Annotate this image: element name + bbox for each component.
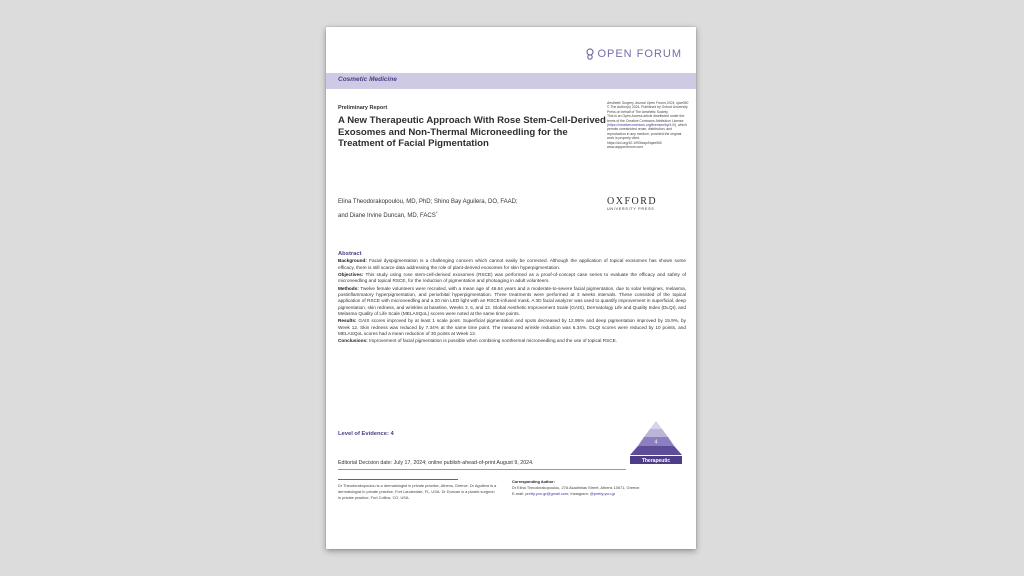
journal-reference: Aesthetic Surgery Journal Open Forum 2024, ojae060 <box>607 101 689 105</box>
publisher-name: OXFORD <box>607 196 658 207</box>
abstract <box>338 251 686 346</box>
copyright-notice: © The Author(s) 2024. Published by Oxford University Press on behalf of The Aesthetic Society. <box>607 105 688 114</box>
affiliations-text: Dr Theodorakopoulou is a dermatologist in private practice, Athens, Greece. Dr Aguilera is a dermatologist in private practice, Fort Lauderdale, FL, USA. Dr Duncan is a plastic surgeon in private practice, Fort Collins, CO, USA. <box>338 483 497 500</box>
article-title: A New Therapeutic Approach With Rose Stem-Cell-Derived Exosomes and Non-Thermal Microneedling for the Treatment of Facial Pigmentation <box>338 115 606 150</box>
email-link[interactable]: pretty.you.gr@gmail.com <box>525 490 569 496</box>
doi-link[interactable]: https://doi.org/10.1093/asjof/ojae060 <box>607 140 662 145</box>
author-list <box>338 197 588 221</box>
section-label: Cosmetic Medicine <box>338 76 397 83</box>
open-forum-logo <box>585 48 682 60</box>
affiliations-footnote <box>338 479 498 500</box>
level-of-evidence: Level of Evidence: 4 <box>338 431 394 437</box>
author-line: Elina Theodorakopoulou, MD, PhD; Shino Bay Aguilera, DO, FAAD; <box>338 199 518 205</box>
journal-article-page <box>326 27 696 549</box>
abstract-objectives: Objectives: This study using rose stem-cell-derived exosomes (RSCE) was performed as a proof-of-concept case series to evaluate the efficacy and safety of microneedling and topical RSCE, for the reduction of pigmentation and photoaging in adult volunteers. <box>338 272 686 284</box>
instagram-link[interactable]: @pretty.you.gr <box>589 490 616 496</box>
site-link[interactable]: www.asjopenforum.com <box>607 145 643 150</box>
author-line: and Diane Irvine Duncan, MD, FACS* <box>338 209 438 219</box>
publisher-subtitle: UNIVERSITY PRESS <box>607 207 655 211</box>
corresponding-label: Corresponding Author: <box>512 479 555 484</box>
abstract-heading: Abstract <box>338 251 362 257</box>
editorial-decision: Editorial Decision date: July 17, 2024; online publish-ahead-of-print August 9, 2024. <box>338 460 626 470</box>
corresponding-author: Corresponding Author: Dr Elina Theodorakopoulou, 27A Akadimias Street, Athens 10671, Greece. E-mail: pretty.you.gr@gmail.com; Instagram: @pretty.you.gr <box>512 479 641 496</box>
open-forum-icon <box>585 48 595 60</box>
open-forum-brand: OPEN FORUM <box>597 48 682 60</box>
corresponding-address: Dr Elina Theodorakopoulou, 27A Akadimias Street, Athens 10671, Greece. <box>512 484 641 490</box>
evidence-pyramid-icon <box>626 419 686 465</box>
abstract-methods: Methods: Twelve female volunteers were recruited, with a mean age of 46.64 years and a moderate-to-severe facial pigmentation, due to solar lentigines, melasma, postinflammatory hyperpigmentation, and periorbital hyperpigmentation. Three treatments were performed at 3 weeks intervals. These consisted of the topical application of RSCE with microneedling and a 20 min LED light with an RSCE-infused mask. A 3D facial analyzer was used to quantify improvement in superficial, deep pigmentation, skin redness, and wrinkles at baseline, Weeks 3, 6, and 12. Global Aesthetic Improvement Scale (GAIS), Dermatology Life and Quality Index (DLQI), and Melasma Quality of Life Scale (MELASQoL) scores were noted at the same time points. <box>338 285 686 317</box>
oxford-logo <box>607 196 657 211</box>
abstract-conclusions: Conclusions: Improvement of facial pigmentation is possible when combining nonthermal microneedling and the use of topical RSCE. <box>338 338 618 344</box>
abstract-background: Background: Facial dyspigmentation is a challenging concern which cannot easily be corrected. Although the application of topical exosomes has shown some efficacy, there is still scarce data addressing the role of plant-derived exosomes for skin hyperpigmentation. <box>338 258 686 270</box>
license-link[interactable]: (https://creativecommons.org/licenses/by/4.0/) <box>607 123 677 128</box>
footnote-rule <box>338 479 458 480</box>
article-type: Preliminary Report <box>338 105 388 111</box>
abstract-results: Results: GAIS scores improved by at least 1 scale point. Superficial pigmentation and spots decreased by 12.95% and deep pigmentation improved by 15.9%, by Week 12. Skin redness was reduced by 7.34% at the same time point. The measured wrinkle reduction was 6.34%. DLQI scores were reduced by 10 points, and MELASQoL scores had a mean reduction of 30 points at Week 12. <box>338 318 686 337</box>
license-notice: This is an Open Access article distributed under the terms of the Creative Commons Attribution License (https://creativecommons.org/licenses/by/4.0/), which permits unrestricted reuse, distribution, and reproduction in any medium, provided the original work is properly cited. <box>607 114 687 141</box>
pyramid-caption: Therapeutic <box>641 458 671 464</box>
pyramid-level: 4 <box>654 439 658 446</box>
section-band <box>326 73 696 89</box>
article-metadata-sidebar <box>607 101 689 149</box>
